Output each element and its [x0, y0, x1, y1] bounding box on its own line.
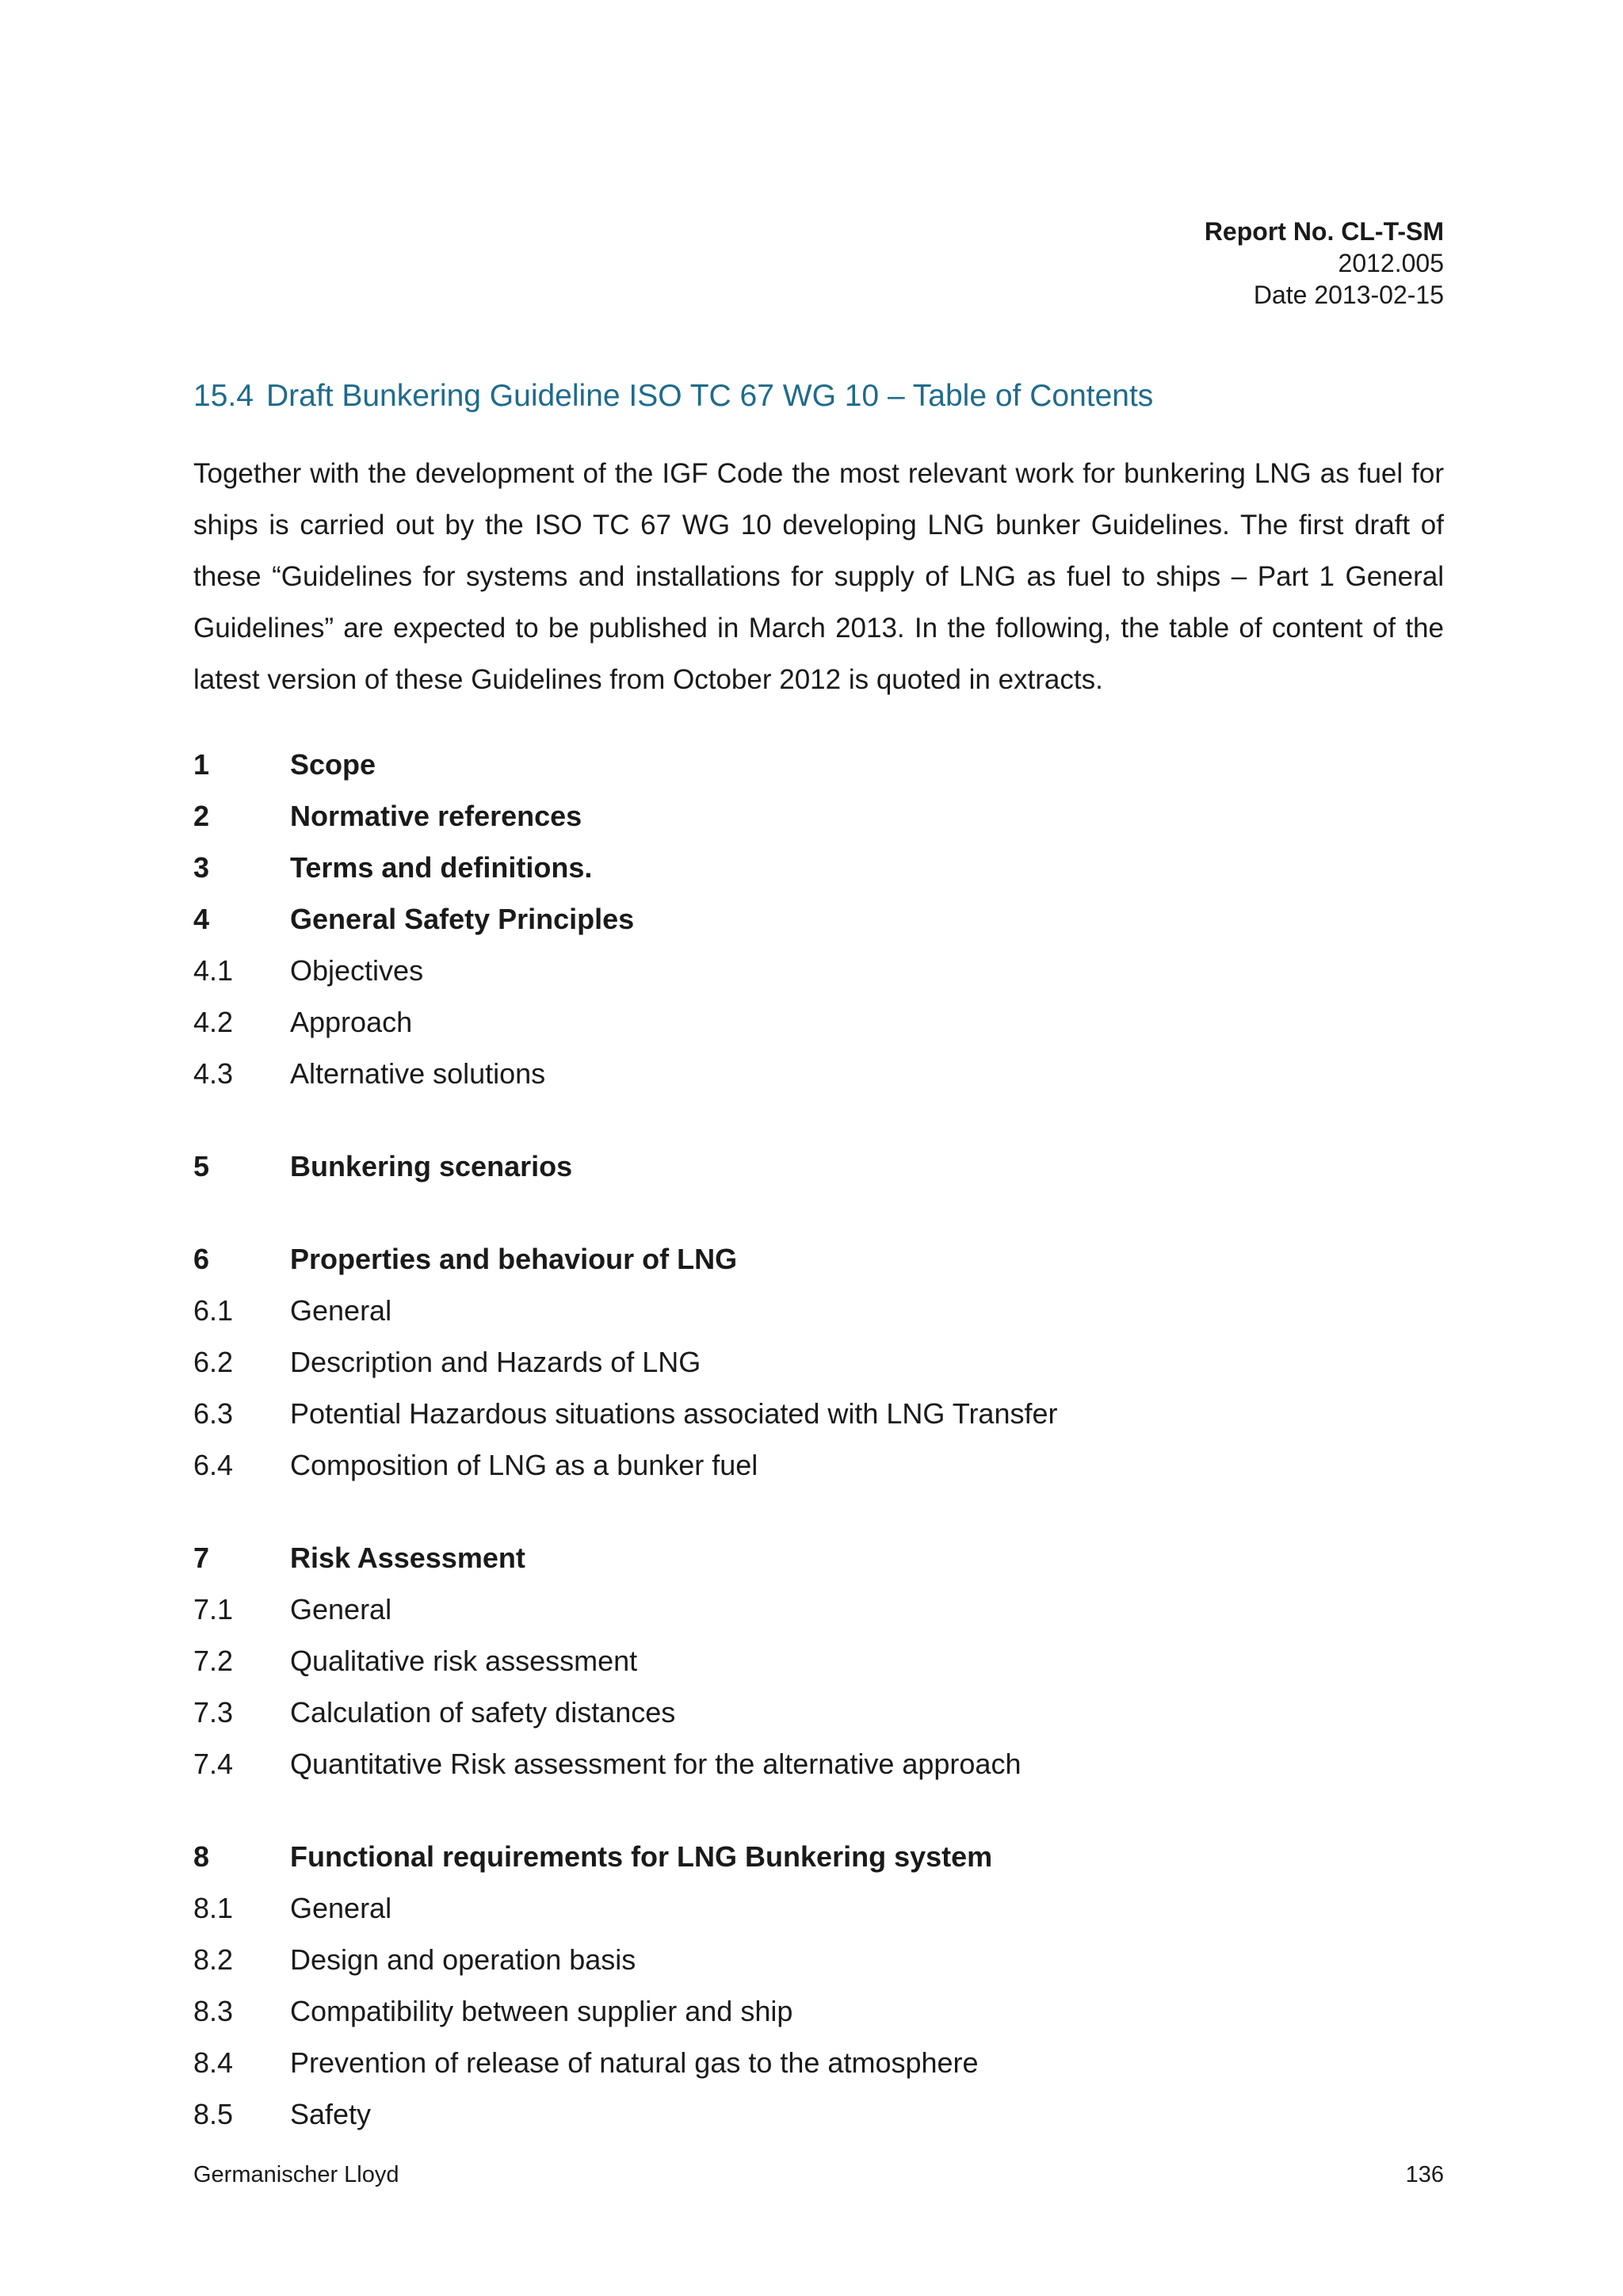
- toc-entry-number: 7.2: [193, 1644, 234, 1677]
- toc-entry-title: Scope: [290, 747, 376, 781]
- toc-entry-title: Prevention of release of natural gas to the atmosphere: [290, 2046, 979, 2079]
- toc-entry-title: General: [290, 1293, 392, 1327]
- toc-entry: [193, 1388, 1444, 1439]
- toc-entry-number: 6: [193, 1242, 210, 1275]
- toc-entry-title: General: [290, 1891, 392, 1924]
- toc-entry-title: Approach: [290, 1005, 413, 1038]
- toc-entry-title: Normative references: [290, 799, 582, 832]
- toc-entry-title: Design and operation basis: [290, 1943, 636, 1976]
- toc-entry-title: Terms and definitions.: [290, 850, 593, 884]
- toc-entry-number: 1: [193, 747, 210, 781]
- toc-entry-number: 6.3: [193, 1396, 234, 1430]
- toc-entry-number: 7.3: [193, 1695, 234, 1729]
- toc-entry-title: Functional requirements for LNG Bunkering system: [290, 1839, 993, 1873]
- section-title: Draft Bunkering Guideline ISO TC 67 WG 10 – Table of Contents: [266, 379, 1154, 413]
- toc-entry-number: 7.1: [193, 1592, 234, 1626]
- toc-entry: [193, 1934, 1444, 1985]
- toc-entry: [193, 1336, 1444, 1388]
- footer-company: Germanischer Lloyd: [193, 2162, 399, 2187]
- toc-entry: [193, 2037, 1444, 2088]
- report-header: [1205, 216, 1444, 311]
- toc-entry-number: 6.1: [193, 1293, 234, 1327]
- report-date: Date 2013-02-15: [1253, 281, 1444, 309]
- toc-entry: [193, 1738, 1444, 1790]
- toc-entry: [193, 790, 1444, 842]
- toc-entry-number: 8.1: [193, 1891, 234, 1924]
- toc-entry-title: Quantitative Risk assessment for the alternative approach: [290, 1747, 1022, 1780]
- toc-entry: [193, 842, 1444, 893]
- toc-entry-title: Bunkering scenarios: [290, 1149, 573, 1182]
- toc-entry-title: Description and Hazards of LNG: [290, 1345, 701, 1378]
- toc-entry: [193, 893, 1444, 945]
- toc-entry-title: Composition of LNG as a bunker fuel: [290, 1448, 758, 1481]
- toc-entry-number: 5: [193, 1149, 210, 1182]
- toc-entry: [193, 1140, 1444, 1192]
- toc-entry: [193, 1687, 1444, 1738]
- toc-entry-title: Risk Assessment: [290, 1541, 525, 1574]
- toc-entry-title: Potential Hazardous situations associated with LNG Transfer: [290, 1396, 1058, 1430]
- toc-entry-number: 4.1: [193, 953, 234, 987]
- toc-entry-number: 6.2: [193, 1345, 234, 1378]
- toc-entry-number: 8.2: [193, 1943, 234, 1976]
- toc-entry-title: General: [290, 1592, 392, 1626]
- toc-entry-number: 8.5: [193, 2097, 234, 2130]
- toc-entry: [193, 1048, 1444, 1099]
- footer-page-number: 136: [1405, 2162, 1444, 2187]
- section-number: 15.4: [193, 379, 254, 413]
- toc-entry-title: Qualitative risk assessment: [290, 1644, 638, 1677]
- table-of-contents: [193, 739, 1444, 2140]
- toc-entry-title: Objectives: [290, 953, 424, 987]
- toc-entry-number: 8.3: [193, 1994, 234, 2027]
- toc-entry-number: 3: [193, 850, 210, 884]
- section-heading: [193, 379, 1153, 414]
- toc-entry-title: General Safety Principles: [290, 902, 635, 935]
- toc-entry-number: 4.3: [193, 1056, 234, 1090]
- toc-entry-number: 8: [193, 1839, 210, 1873]
- toc-entry-number: 2: [193, 799, 210, 832]
- toc-entry: [193, 1233, 1444, 1285]
- toc-entry: [193, 996, 1444, 1048]
- toc-entry-title: Properties and behaviour of LNG: [290, 1242, 738, 1275]
- toc-entry-title: Alternative solutions: [290, 1056, 546, 1090]
- toc-entry-number: 4.2: [193, 1005, 234, 1038]
- report-number-value: 2012.005: [1338, 249, 1444, 277]
- toc-entry-number: 7: [193, 1541, 210, 1574]
- toc-entry: [193, 1985, 1444, 2037]
- toc-entry-number: 6.4: [193, 1448, 234, 1481]
- toc-entry: [193, 1882, 1444, 1934]
- toc-entry-title: Safety: [290, 2097, 372, 2130]
- toc-entry-number: 7.4: [193, 1747, 234, 1780]
- toc-entry: [193, 1439, 1444, 1491]
- toc-entry: [193, 1635, 1444, 1687]
- intro-paragraph: Together with the development of the IGF Code the most relevant work for bunkering LNG as fuel for ships is carried out by the ISO TC 67 WG 10 developing LNG bunker Guidelines. The first draft of these “Guidelines for systems and installations for supply of LNG as fuel to ships – Part 1 General Guidelines” are expected to be published in March 2013. In the following, the table of content of the latest version of these Guidelines from October 2012 is quoted in extracts.: [193, 458, 1444, 695]
- toc-entry: [193, 1532, 1444, 1584]
- toc-entry: [193, 2088, 1444, 2140]
- toc-entry-title: Compatibility between supplier and ship: [290, 1994, 793, 2027]
- toc-entry-number: 4: [193, 902, 210, 935]
- toc-entry-number: 8.4: [193, 2046, 234, 2079]
- toc-entry: [193, 945, 1444, 996]
- toc-entry: [193, 1285, 1444, 1336]
- toc-entry: [193, 1831, 1444, 1882]
- toc-entry: [193, 1584, 1444, 1635]
- toc-entry: [193, 739, 1444, 790]
- report-number-label: Report No. CL-T-SM: [1204, 217, 1444, 246]
- toc-entry-title: Calculation of safety distances: [290, 1695, 676, 1729]
